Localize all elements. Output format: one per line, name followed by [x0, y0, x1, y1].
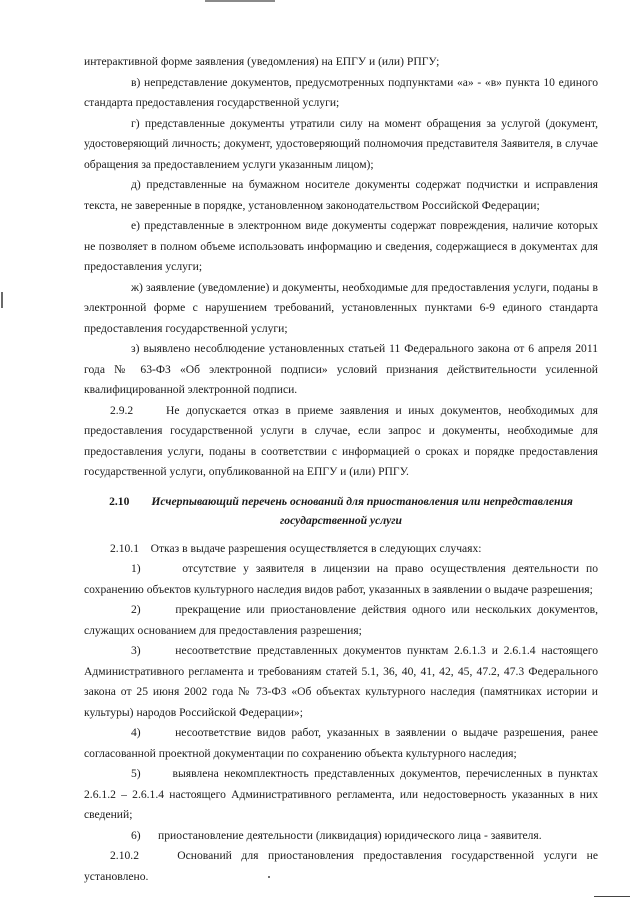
list-item-6: 6) приостановление деятельности (ликвидация) юридического лица - заявителя.: [131, 828, 542, 842]
document-page: [84, 52, 598, 887]
list-item-2: 2) прекращение или приостановление действия одного или нескольких документов, служащих основанием для предоставления разрешения;: [84, 603, 598, 637]
paragraph-item-d: д) представленные на бумажном носителе документы содержат подчистки и исправления текста, не заверенные в порядке, установленном законодательством Российской Федерации;: [84, 178, 598, 212]
list-item-1: 1) отсутствие у заявителя в лицензии на право осуществления деятельности по сохранению объектов культурного наследия видов работ, указанных в заявлении о выдаче разрешения;: [84, 562, 598, 596]
section-heading-text: Исчерпывающий перечень оснований для приостановления или непредставления государственной услуги: [151, 494, 573, 527]
paragraph-item-g: г) представленные документы утратили силу на момент обращения за услугой (документ, удостоверяющий личность; документ, удостоверяющий полномочия представителя Заявителя, в случае обращения за предоставлением услуги указанным лицом);: [84, 116, 598, 171]
section-heading: [84, 492, 598, 530]
paragraph-item-zh: ж) заявление (уведомление) и документы, необходимые для предоставления услуги, поданы в электронной форме с нарушением требований, установленных пунктами 6-9 единого стандарта предоставления государственной услуги;: [84, 280, 598, 335]
scan-artifact-right: [594, 896, 630, 897]
paragraph-continuation: интерактивной форме заявления (уведомления) на ЕПГУ и (или) РПГУ;: [84, 55, 440, 68]
section-heading-number: 2.10: [109, 494, 130, 508]
scan-artifact-left: [1, 292, 3, 308]
list-item-4: 4) несоответствие видов работ, указанных в заявлении о выдаче разрешения, ранее согласованной проектной документации по сохранению объекта культурного наследия;: [84, 726, 598, 760]
list-item-3: 3) несоответствие представленных документов пунктам 2.6.1.3 и 2.6.1.4 настоящего Административного регламента и требованиям статей 5.1, 36, 40, 41, 42, 45, 47.2, 47.3 Федерального закона от 25 июня 2002 года № 73-ФЗ «Об объектах культурного наследия (памятниках истории и культуры) народов Российской Федерации»;: [84, 644, 598, 719]
scan-artifact-top: [205, 0, 275, 2]
paragraph-2-10-1: 2.10.1 Отказ в выдаче разрешения осуществляется в следующих случаях:: [110, 541, 482, 555]
paragraph-item-e: е) представленные в электронном виде документы содержат повреждения, наличие которых не позволяет в полном объеме использовать информацию и сведения, содержащиеся в документах для предоставления услуги;: [84, 219, 598, 273]
paragraph-2-10-2: 2.10.2 Оснований для приостановления предоставления государственной услуги не установлено.: [84, 849, 598, 883]
list-item-5: 5) выявлена некомплектность представленных документов, перечисленных в пунктах 2.6.1.2 – 2.6.1.4 настоящего Административного регламента, или недостоверность указанных в них сведений;: [84, 767, 598, 821]
paragraph-item-v: в) непредставление документов, предусмотренных подпунктами «а» - «в» пункта 10 единого стандарта предоставления государственной услуги;: [84, 75, 598, 109]
paragraph-item-z: з) выявлено несоблюдение установленных статьей 11 Федерального закона от 6 апреля 2011 года № 63-ФЗ «Об электронной подписи» условий признания действительности усиленной квалифицированной электронной подписи.: [84, 342, 598, 396]
paragraph-2-9-2: 2.9.2 Не допускается отказ в приеме заявления и иных документов, необходимых для предоставления государственной услуги в случае, если запрос и документы, необходимые для предоставления услуги, поданы в соответствии с информацией о сроках и порядке предоставления государственной услуги, опубликованной на ЕПГУ и (или) РПГУ.: [84, 403, 598, 478]
